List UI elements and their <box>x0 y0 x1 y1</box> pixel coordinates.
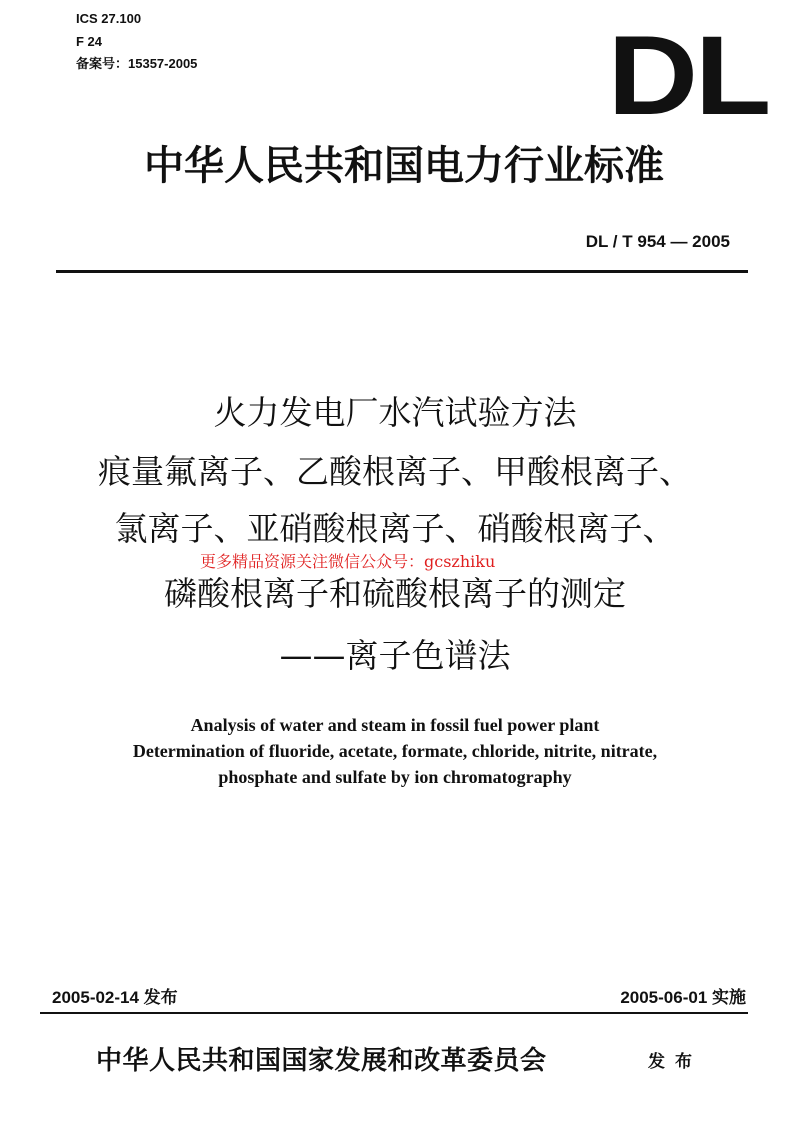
record-number: 备案号：15357-2005 <box>76 56 198 71</box>
standard-number: DL / T 954 — 2005 <box>585 232 730 251</box>
issue-date: 2005-02-14 发布 <box>52 988 178 1007</box>
cn-title-line-3: 氯离子、亚硝酸根离子、硝酸根离子、 <box>114 509 676 548</box>
en-title-line-1: Analysis of water and steam in fossil fuel power plant <box>190 715 600 735</box>
watermark-text: 更多精品资源关注微信公众号：gcszhiku <box>200 552 496 571</box>
ics-code: ICS 27.100 <box>76 11 142 26</box>
cn-title-line-5: ——离子色谱法 <box>279 636 511 675</box>
bottom-divider <box>40 1012 748 1014</box>
issuing-authority: 中华人民共和国国家发展和改革委员会 <box>96 1046 547 1076</box>
issue-action: 发布 <box>648 1052 702 1072</box>
en-title-line-2: Determination of fluoride, acetate, formate, chloride, nitrite, nitrate, <box>132 741 658 761</box>
dl-logo: DL <box>607 13 768 138</box>
implementation-date: 2005-06-01 实施 <box>620 988 746 1007</box>
cn-title-line-1: 火力发电厂水汽试验方法 <box>213 393 577 432</box>
standard-category-title: 中华人民共和国电力行业标准 <box>144 142 664 189</box>
cn-title-line-2: 痕量氟离子、乙酸根离子、甲酸根离子、 <box>98 452 692 491</box>
ccs-code: F 24 <box>76 34 103 49</box>
cn-title-line-4: 磷酸根离子和硫酸根离子的测定 <box>164 574 626 613</box>
top-divider <box>56 270 748 273</box>
en-title-line-3: phosphate and sulfate by ion chromatography <box>218 767 572 787</box>
